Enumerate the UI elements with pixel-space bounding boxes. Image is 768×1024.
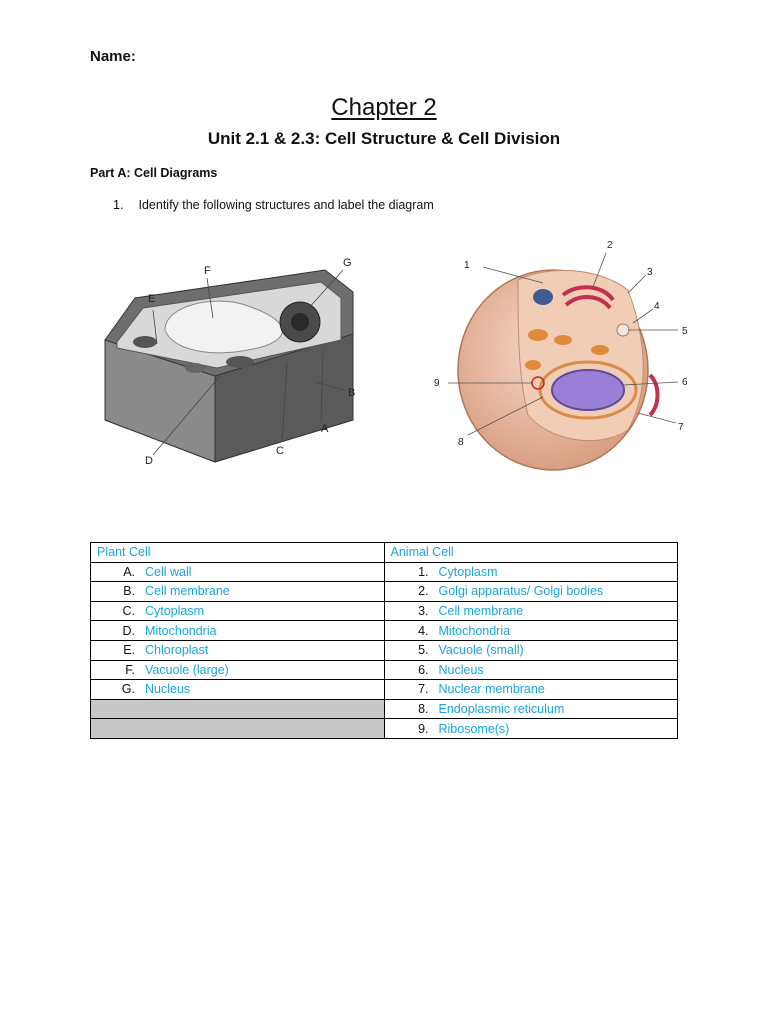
row-number: 3. [418, 604, 429, 619]
plant-label-a: A [321, 423, 329, 435]
animal-cell-entry [384, 640, 678, 660]
row-letter: E. [123, 643, 135, 658]
answer-text: Nucleus [438, 662, 484, 677]
table-row [91, 582, 678, 602]
animal-label-2: 2 [607, 240, 613, 251]
row-letter: G. [121, 682, 135, 697]
plant-cell-entry [91, 660, 385, 680]
table-row [91, 660, 678, 680]
row-number: 7. [418, 682, 429, 697]
answer-text: Ribosome(s) [438, 721, 510, 736]
row-number: 1. [418, 564, 429, 579]
animal-cell-diagram [428, 235, 698, 475]
plant-cell-diagram [95, 250, 375, 470]
answer-text: Cell membrane [145, 584, 230, 599]
row-letter: F. [125, 662, 135, 677]
row-letter: D. [122, 623, 135, 638]
animal-cell-entry [384, 601, 678, 621]
row-letter: C. [122, 604, 135, 619]
question-1 [113, 198, 434, 212]
animal-label-7: 7 [678, 422, 684, 433]
answer-text: Nucleus [145, 682, 191, 697]
animal-label-8: 8 [458, 437, 464, 448]
plant-label-f: F [204, 265, 211, 277]
row-number: 9. [418, 721, 429, 736]
row-letter: B. [123, 584, 135, 599]
table-row [91, 601, 678, 621]
answer-text: Golgi apparatus/ Golgi bodies [438, 584, 604, 599]
answer-text: Cell membrane [438, 604, 524, 619]
question-text: Identify the following structures and label the diagram [138, 198, 434, 212]
animal-cell-entry [384, 680, 678, 700]
shaded-cell [91, 699, 385, 719]
animal-cell-entry [384, 621, 678, 641]
plant-cell-entry [91, 601, 385, 621]
animal-label-9: 9 [434, 378, 440, 389]
animal-cell-entry [384, 660, 678, 680]
animal-label-1: 1 [464, 260, 470, 271]
row-number: 5. [418, 643, 429, 658]
answer-text: Chloroplast [145, 643, 209, 658]
animal-label-3: 3 [647, 267, 653, 278]
answer-text: Cell wall [145, 564, 192, 579]
row-number: 8. [418, 702, 429, 717]
answer-text: Vacuole (small) [438, 643, 524, 658]
plant-label-b: B [348, 387, 356, 399]
animal-label-6: 6 [682, 377, 688, 388]
answer-text: Vacuole (large) [145, 662, 229, 677]
plant-cell-entry [91, 640, 385, 660]
animal-cell-entry [384, 562, 678, 582]
answer-text: Endoplasmic reticulum [438, 702, 565, 717]
plant-cell-header: Plant Cell [91, 543, 385, 563]
plant-cell-entry [91, 680, 385, 700]
plant-cell-entry [91, 562, 385, 582]
animal-label-4: 4 [654, 301, 660, 312]
answer-text: Nuclear membrane [438, 682, 545, 697]
answer-text: Mitochondria [145, 623, 217, 638]
row-number: 2. [418, 584, 429, 599]
answer-text: Cytoplasm [145, 604, 205, 619]
plant-label-c: C [276, 445, 284, 457]
animal-label-5: 5 [682, 326, 688, 337]
table-row [91, 719, 678, 739]
part-heading: Part A: Cell Diagrams [90, 166, 218, 180]
table-row [91, 680, 678, 700]
plant-cell-entry [91, 582, 385, 602]
animal-cell-entry [384, 582, 678, 602]
answer-table [90, 542, 678, 739]
row-letter: A. [123, 564, 135, 579]
shaded-cell [91, 719, 385, 739]
table-row [91, 562, 678, 582]
plant-cell-entry [91, 621, 385, 641]
question-number: 1. [113, 198, 124, 212]
table-row [91, 621, 678, 641]
plant-label-g: G [343, 257, 352, 269]
row-number: 6. [418, 662, 429, 677]
answer-text: Mitochondria [438, 623, 511, 638]
table-header-row [91, 543, 678, 563]
table-row [91, 640, 678, 660]
unit-title: Unit 2.1 & 2.3: Cell Structure & Cell Division [207, 129, 561, 148]
answer-text: Cytoplasm [438, 564, 498, 579]
row-number: 4. [418, 623, 429, 638]
animal-cell-entry [384, 719, 678, 739]
animal-cell-header: Animal Cell [384, 543, 678, 563]
name-label: Name: [90, 48, 136, 65]
animal-cell-entry [384, 699, 678, 719]
plant-label-d: D [145, 455, 153, 467]
chapter-title: Chapter 2 [331, 94, 437, 121]
table-row [91, 699, 678, 719]
plant-label-e: E [148, 293, 156, 305]
